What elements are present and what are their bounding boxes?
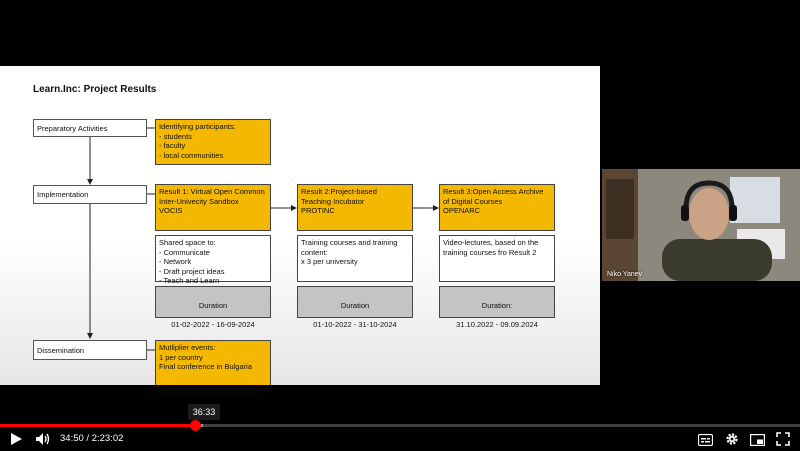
result3-description-box: Video-lectures, based on the training courses fro Result 2 [439, 235, 555, 282]
participants-box: Identifying participants: - students - faculty - local communities [155, 119, 271, 165]
result2-duration-box [297, 286, 413, 329]
fullscreen-icon[interactable] [776, 432, 790, 446]
miniplayer-icon[interactable] [750, 433, 765, 445]
webcam-image [602, 169, 800, 281]
result1-duration-label: Duration [198, 300, 228, 310]
result3-duration-label: Duration: [481, 300, 513, 310]
participant-name: Niko Yanev [607, 271, 643, 278]
result2-title-box: Result 2:Project-based Teaching Incubator PROTINC [297, 184, 413, 231]
time-separator: / [86, 433, 90, 444]
subtitles-icon[interactable] [698, 433, 713, 445]
volume-icon[interactable] [35, 432, 51, 446]
webcam-feed [602, 169, 800, 281]
result1-description-box: Shared space to: - Communicate - Network - Draft project ideas - Teach and Learn [155, 235, 271, 282]
play-icon[interactable] [9, 432, 23, 446]
multiplier-events-box: Mutliplier events: 1 per country Final conference in Bulgaria [155, 340, 271, 385]
result3-duration-value: 31.10.2022 - 09.09.2024 [456, 319, 538, 329]
seek-bar-played [0, 424, 195, 427]
seek-preview-time: 36:33 [188, 404, 220, 420]
seek-bar[interactable] [0, 424, 800, 427]
presentation-slide [0, 66, 600, 385]
result1-title-box: Result 1: Virtual Open Common Inter-Univecity Sandbox VOCIS [155, 184, 271, 231]
current-time: 34:50 [60, 433, 84, 444]
result2-description-box: Training courses and training content: x 3 per university [297, 235, 413, 282]
slide-title: Learn.Inc: Project Results [33, 84, 157, 95]
stage-implementation: Implementation [33, 185, 147, 204]
result1-duration-box [155, 286, 271, 329]
scrubber-handle[interactable] [190, 420, 201, 431]
result3-title-box: Result 3:Open Access Archive of Digital Courses OPENARC [439, 184, 555, 231]
result2-duration-label: Duration [340, 300, 370, 310]
total-duration: 2:23:02 [91, 433, 124, 444]
result1-duration-value: 01-02-2022 - 16-09-2024 [171, 319, 255, 329]
result2-duration-value: 01-10-2022 - 31-10-2024 [313, 319, 397, 329]
settings-icon[interactable] [725, 432, 739, 446]
stage-preparatory: Preparatory Activities [33, 119, 147, 137]
time-display [60, 433, 123, 444]
result3-duration-box [439, 286, 555, 329]
stage-dissemination: Dissemination [33, 340, 147, 360]
